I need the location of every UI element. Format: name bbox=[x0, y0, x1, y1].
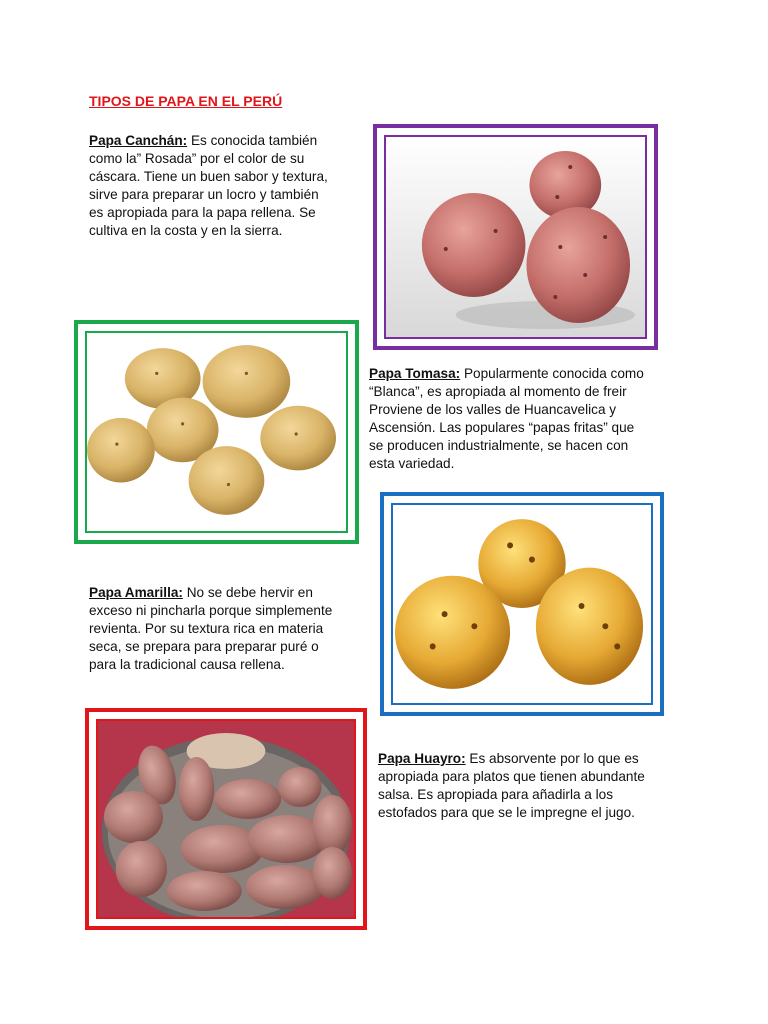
photo-frame-papa-canchan bbox=[373, 124, 658, 350]
text-line: esta variedad. bbox=[369, 456, 455, 471]
text-line: revienta. Por su textura rica en materia bbox=[89, 621, 324, 636]
text-line: cultiva en la costa y en la sierra. bbox=[89, 223, 283, 238]
page-title: TIPOS DE PAPA EN EL PERÚ bbox=[89, 93, 283, 109]
photo-papa-tomasa bbox=[85, 331, 348, 533]
text-line: Es conocida también bbox=[187, 133, 318, 148]
variety-name: Papa Amarilla: bbox=[89, 585, 183, 600]
text-line: “Blanca”, es apropiada al momento de freir bbox=[369, 384, 627, 399]
text-line: cáscara. Tiene un buen sabor y textura, bbox=[89, 169, 328, 184]
photo-frame-papa-amarilla bbox=[380, 492, 664, 716]
paragraph-papa-huayro bbox=[378, 750, 708, 822]
photo-frame-papa-tomasa bbox=[74, 320, 359, 544]
text-line: para la tradicional causa rellena. bbox=[89, 657, 285, 672]
text-line: apropiada para platos que tienen abundante bbox=[378, 769, 645, 784]
photo-papa-canchan bbox=[384, 135, 647, 339]
text-line: como la” Rosada” por el color de su bbox=[89, 151, 305, 166]
text-line: Popularmente conocida como bbox=[460, 366, 644, 381]
text-line: Es absorvente por lo que es bbox=[465, 751, 639, 766]
text-line: Ascensión. Las populares “papas fritas” que bbox=[369, 420, 635, 435]
text-line: seca, se prepara para preparar puré o bbox=[89, 639, 319, 654]
photo-papa-amarilla bbox=[391, 503, 653, 705]
paragraph-papa-canchan bbox=[89, 132, 369, 240]
text-line: se producen industrialmente, se hacen con bbox=[369, 438, 629, 453]
variety-name: Papa Tomasa: bbox=[369, 366, 461, 381]
text-line: sirve para preparar un locro y también bbox=[89, 187, 319, 202]
paragraph-papa-amarilla bbox=[89, 584, 374, 674]
text-line: Proviene de los valles de Huancavelica y bbox=[369, 402, 617, 417]
text-line: exceso ni pincharla porque simplemente bbox=[89, 603, 333, 618]
paragraph-papa-tomasa bbox=[369, 365, 689, 473]
text-line: es apropiada para la papa rellena. Se bbox=[89, 205, 316, 220]
variety-name: Papa Huayro: bbox=[378, 751, 466, 766]
text-line: salsa. Es apropiada para añadirla a los bbox=[378, 787, 614, 802]
variety-name: Papa Canchán: bbox=[89, 133, 188, 148]
text-line: estofados para que se le impregne el jugo. bbox=[378, 805, 635, 820]
photo-frame-papa-huayro bbox=[85, 708, 367, 930]
photo-papa-huayro bbox=[96, 719, 356, 919]
text-line: No se debe hervir en bbox=[182, 585, 313, 600]
